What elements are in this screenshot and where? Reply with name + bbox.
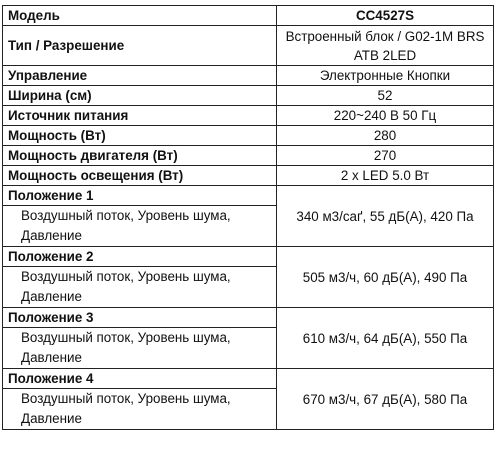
model-value: CC4527S bbox=[277, 6, 494, 26]
position-header-row bbox=[3, 308, 494, 328]
position-description: Воздушный поток, Уровень шума, Давление bbox=[3, 206, 277, 247]
position-value: 670 м3/ч, 67 дБ(A), 580 Па bbox=[277, 369, 494, 430]
row-value: 2 x LED 5.0 Вт bbox=[277, 166, 494, 186]
row-label: Мощность (Вт) bbox=[3, 126, 277, 146]
position-value: 340 м3/саґ, 55 дБ(A), 420 Па bbox=[277, 186, 494, 247]
position-header-row bbox=[3, 186, 494, 206]
table-row-width bbox=[3, 86, 494, 106]
row-value: 220~240 В 50 Гц bbox=[277, 106, 494, 126]
row-label: Источник питания bbox=[3, 106, 277, 126]
table-row-power-source bbox=[3, 106, 494, 126]
position-description: Воздушный поток, Уровень шума, Давление bbox=[3, 328, 277, 369]
position-title: Положение 1 bbox=[3, 186, 277, 206]
table-row-motor-power bbox=[3, 146, 494, 166]
row-value: 52 bbox=[277, 86, 494, 106]
position-value: 505 м3/ч, 60 дБ(A), 490 Па bbox=[277, 247, 494, 308]
table-row-control bbox=[3, 66, 494, 86]
position-title: Положение 3 bbox=[3, 308, 277, 328]
position-title: Положение 4 bbox=[3, 369, 277, 389]
row-label: Управление bbox=[3, 66, 277, 86]
position-description: Воздушный поток, Уровень шума, Давление bbox=[3, 389, 277, 430]
row-label: Ширина (см) bbox=[3, 86, 277, 106]
spec-table bbox=[2, 5, 494, 430]
position-title: Положение 2 bbox=[3, 247, 277, 267]
row-value: Электронные Кнопки bbox=[277, 66, 494, 86]
position-value: 610 м3/ч, 64 дБ(A), 550 Па bbox=[277, 308, 494, 369]
table-row-type bbox=[3, 26, 494, 66]
row-value: 280 bbox=[277, 126, 494, 146]
position-header-row bbox=[3, 369, 494, 389]
row-value: Встроенный блок / G02-1M BRS ATB 2LED bbox=[277, 26, 494, 66]
table-row-model bbox=[3, 6, 494, 26]
row-label: Тип / Разрешение bbox=[3, 26, 277, 66]
table-row-power bbox=[3, 126, 494, 146]
row-label: Мощность освещения (Вт) bbox=[3, 166, 277, 186]
row-label: Модель bbox=[3, 6, 277, 26]
table-row-light-power bbox=[3, 166, 494, 186]
row-value: 270 bbox=[277, 146, 494, 166]
position-header-row bbox=[3, 247, 494, 267]
position-description: Воздушный поток, Уровень шума, Давление bbox=[3, 267, 277, 308]
row-label: Мощность двигателя (Вт) bbox=[3, 146, 277, 166]
